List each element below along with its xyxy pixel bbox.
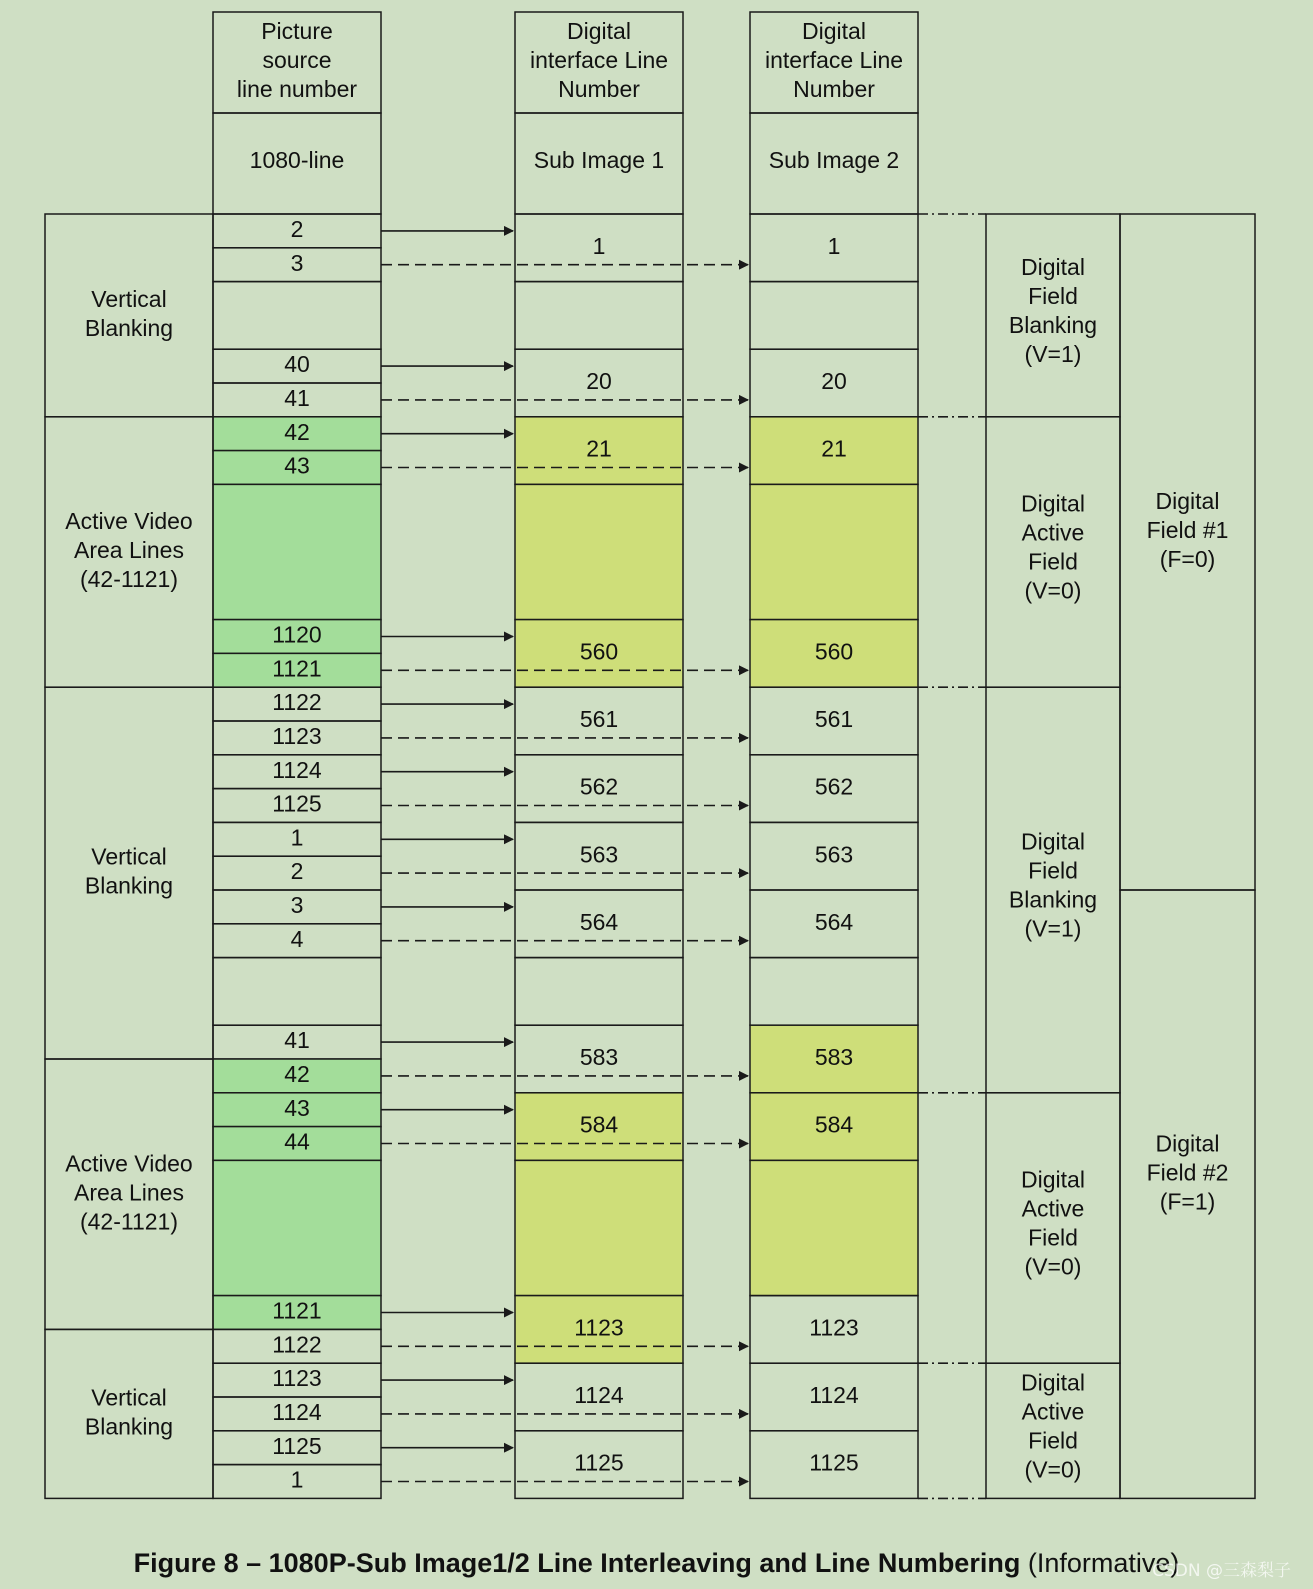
sub_image_1-label: 560 <box>579 638 619 665</box>
digital-field-label-line-2: Field #2 <box>1146 1159 1229 1186</box>
source-line-label: 1123 <box>272 1365 322 1392</box>
sub_image_2-label: 21 <box>821 435 847 462</box>
source-line-label: 41 <box>284 384 310 411</box>
source-line-label: 2 <box>290 858 304 885</box>
region-label-line-2: Blanking <box>84 872 174 899</box>
sub_image_1-label: 1124 <box>574 1382 624 1409</box>
digital-state-label-line-3: Blanking <box>1008 311 1098 338</box>
source-line-label: 1121 <box>272 1297 322 1324</box>
sub_image_2-label: 583 <box>814 1044 854 1071</box>
header-di1-text-line-1: Digital <box>567 18 631 45</box>
region-label-line-3: (42-1121) <box>79 566 179 593</box>
sub_image_1-label: 1123 <box>574 1314 624 1341</box>
header-di2-text-line-3: Number <box>793 76 875 103</box>
digital-state-label-line-2: Active <box>1021 1398 1085 1425</box>
source-line-label: 1120 <box>272 621 322 648</box>
header-di1-text-line-3: Number <box>558 76 640 103</box>
source-line-label: 1124 <box>272 756 322 783</box>
sub_image_2-label: 1125 <box>809 1449 859 1476</box>
sub_image_2-label: 563 <box>814 841 854 868</box>
region-label-line-2: Blanking <box>84 1413 174 1440</box>
caption-title: Figure 8 – 1080P-Sub Image1/2 Line Interleaving and Line Numbering <box>133 1548 1021 1578</box>
header-di2-text-line-2: interface Line <box>764 47 904 74</box>
digital-state-label-line-1: Digital <box>1021 828 1085 855</box>
sub_image_1-cell <box>515 484 683 619</box>
source-line-cell <box>213 282 381 350</box>
sub_image_2-cell <box>750 1160 918 1295</box>
source-line-label: 42 <box>284 418 310 445</box>
digital-state-label-line-4: (V=1) <box>1024 915 1082 942</box>
digital-field-label-line-1: Digital <box>1155 488 1220 515</box>
sub_image_2-cell <box>750 958 918 1026</box>
sub_image_2-label: 584 <box>814 1111 854 1138</box>
digital-state-label-line-1: Digital <box>1021 1166 1085 1193</box>
region-label-line-2: Area Lines <box>74 537 184 564</box>
figure-caption <box>0 1548 1313 1584</box>
source-line-cell <box>213 484 381 619</box>
sub_image_1-label: 563 <box>579 841 619 868</box>
digital-state-label-line-2: Active <box>1021 1195 1085 1222</box>
source-line-label: 3 <box>290 249 304 276</box>
header-source-text-line-1: Picture <box>261 18 333 45</box>
digital-state-label-line-3: Field <box>1028 1224 1078 1251</box>
region-label-line-1: Vertical <box>91 843 167 870</box>
sub_image_2-label: 561 <box>814 706 854 733</box>
digital-state-label-line-2: Active <box>1021 519 1085 546</box>
watermark: CSDN @三森梨子 <box>1152 1561 1291 1581</box>
source-line-label: 1123 <box>272 722 322 749</box>
sub_image_2-cell <box>750 484 918 619</box>
digital-state-label-line-3: Blanking <box>1008 886 1098 913</box>
source-line-label: 3 <box>290 891 304 918</box>
sub_image_2-cell <box>750 282 918 350</box>
source-line-label: 1121 <box>272 655 322 682</box>
source-line-label: 1122 <box>272 1331 322 1358</box>
subheader-source-text: 1080-line <box>249 147 345 174</box>
digital-field-label-line-3: (F=0) <box>1159 546 1216 573</box>
sub_image_2-label: 560 <box>814 638 854 665</box>
source-line-label: 40 <box>284 351 310 378</box>
sub_image_2-label: 1124 <box>809 1382 859 1409</box>
source-line-label: 1125 <box>272 1432 322 1459</box>
source-line-label: 1125 <box>272 790 322 817</box>
source-line-label: 42 <box>284 1060 310 1087</box>
digital-field-label-line-3: (F=1) <box>1159 1188 1216 1215</box>
sub_image_2-label: 562 <box>814 773 854 800</box>
source-line-cell <box>213 1160 381 1295</box>
sub_image_2-label: 1 <box>827 232 841 259</box>
source-line-label: 43 <box>284 452 310 479</box>
region-label-line-2: Blanking <box>84 314 174 341</box>
source-line-label: 1124 <box>272 1398 322 1425</box>
sub_image_1-label: 584 <box>579 1111 619 1138</box>
source-line-cell <box>213 958 381 1026</box>
sub_image_2-label: 564 <box>814 908 854 935</box>
source-line-label: 1 <box>290 1466 304 1493</box>
header-di2-text-line-1: Digital <box>802 18 866 45</box>
sub_image_1-label: 562 <box>579 773 619 800</box>
sub_image_1-label: 1125 <box>574 1449 624 1476</box>
caption-note: (Informative) <box>1027 1548 1180 1578</box>
header-source-text-line-3: line number <box>236 76 358 103</box>
digital-state-label-line-4: (V=0) <box>1024 1456 1082 1483</box>
source-line-label: 4 <box>290 925 304 952</box>
sub_image_1-cell <box>515 958 683 1026</box>
digital-state-label-line-2: Field <box>1028 282 1078 309</box>
region-label-line-1: Active Video <box>65 1150 193 1177</box>
digital-state-label-line-3: Field <box>1028 548 1078 575</box>
digital-field-label-line-2: Field #1 <box>1146 517 1229 544</box>
region-label-line-2: Area Lines <box>74 1179 184 1206</box>
source-line-label: 41 <box>284 1027 310 1054</box>
sub_image_2-label: 20 <box>821 368 847 395</box>
digital-field-label-line-1: Digital <box>1155 1130 1220 1157</box>
sub_image_1-label: 21 <box>586 435 612 462</box>
source-line-label: 1 <box>290 824 304 851</box>
digital-state-label-line-4: (V=1) <box>1024 340 1082 367</box>
source-line-label: 43 <box>284 1094 310 1121</box>
header-source-text-line-2: source <box>262 47 332 74</box>
digital-state-label-line-1: Digital <box>1021 253 1085 280</box>
sub_image_1-label: 583 <box>579 1044 619 1071</box>
sub_image_1-cell <box>515 1160 683 1295</box>
sub_image_1-label: 564 <box>579 908 619 935</box>
region-label-line-1: Active Video <box>65 508 193 535</box>
region-label-line-3: (42-1121) <box>79 1208 179 1235</box>
sub_image_2-label: 1123 <box>809 1314 859 1341</box>
region-label-line-1: Vertical <box>91 285 167 312</box>
source-line-label: 44 <box>284 1128 310 1155</box>
digital-state-label-line-1: Digital <box>1021 490 1085 517</box>
subheader-di2-text: Sub Image 2 <box>768 147 900 174</box>
digital-state-label-line-2: Field <box>1028 857 1078 884</box>
header-di1-text-line-2: interface Line <box>529 47 669 74</box>
subheader-di1-text: Sub Image 1 <box>533 147 665 174</box>
digital-state-label-line-3: Field <box>1028 1427 1078 1454</box>
source-line-label: 2 <box>290 215 304 242</box>
digital-state-label-line-1: Digital <box>1021 1369 1085 1396</box>
sub_image_1-label: 561 <box>579 706 619 733</box>
source-line-label: 1122 <box>272 689 322 716</box>
sub_image_1-label: 1 <box>592 232 606 259</box>
sub_image_1-label: 20 <box>586 368 612 395</box>
sub_image_1-cell <box>515 282 683 350</box>
digital-state-label-line-4: (V=0) <box>1024 1253 1082 1280</box>
region-label-line-1: Vertical <box>91 1384 167 1411</box>
digital-state-label-line-4: (V=0) <box>1024 577 1082 604</box>
